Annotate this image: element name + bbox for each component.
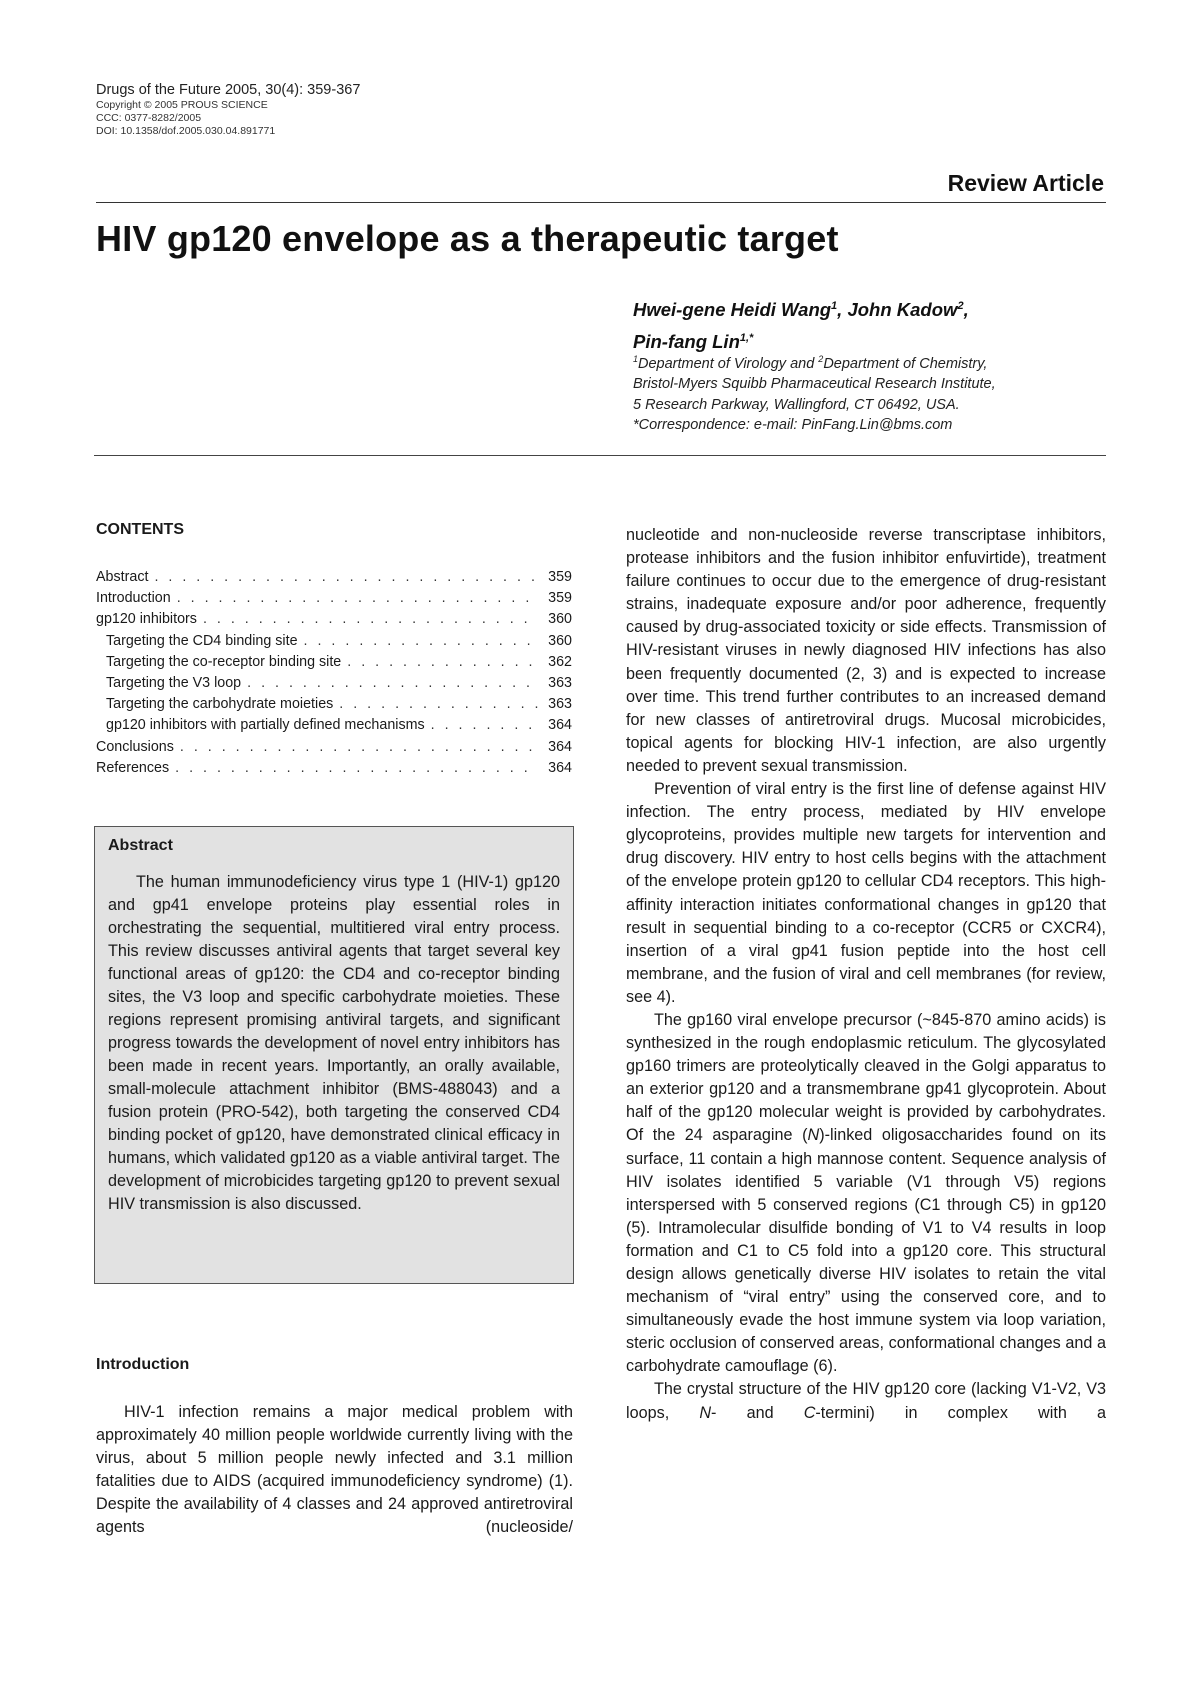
author-name: Pin-fang Lin — [633, 331, 740, 353]
abstract-box — [94, 826, 574, 1284]
affiliation-line: 5 Research Parkway, Wallingford, CT 06492, USA. — [633, 396, 960, 413]
journal-info — [96, 82, 360, 138]
toc-leader-dots — [333, 694, 538, 715]
toc-entry-page: 363 — [548, 696, 572, 713]
affiliation-text: Department of Virology and — [638, 355, 819, 372]
toc-entry-page: 364 — [548, 717, 572, 734]
author-affiliation-mark: 1 — [831, 300, 838, 312]
toc-entry — [96, 609, 572, 630]
author-list: Hwei-gene Heidi Wang$^1$, John Kadow$^2$, Pin-fang Lin$^{1,*}$ — [633, 299, 969, 353]
toc-entry-page: 364 — [548, 738, 572, 755]
toc-leader-dots — [298, 631, 538, 652]
affiliation-line: Bristol-Myers Squibb Pharmaceutical Research Institute, — [633, 376, 996, 393]
toc-entry-label: gp120 inhibitors with partially defined mechanisms — [106, 717, 425, 734]
article-title: HIV gp120 envelope as a therapeutic target — [96, 218, 839, 259]
toc-entry-label: Conclusions — [96, 738, 174, 755]
toc-entry-label: Targeting the co-receptor binding site — [106, 653, 342, 670]
text-run: The crystal structure of the HIV gp120 core (lacking V1-V2, V3 loops, — [626, 1380, 1106, 1422]
toc-entry-page: 360 — [548, 611, 572, 628]
affiliations — [633, 349, 996, 436]
italic-run: C — [803, 1403, 816, 1422]
body-paragraph — [626, 1378, 1106, 1424]
toc-entry-page: 364 — [548, 759, 572, 776]
toc-entry — [96, 715, 572, 736]
toc-entry — [96, 652, 572, 673]
header-divider — [94, 455, 1106, 456]
abstract-text: The human immunodeficiency virus type 1 (HIV-1) gp120 and gp41 envelope proteins play essential roles in orchestrating the sequential, multitiered viral entry process. This review discusses antiviral agents that target several key functional areas of gp120: the CD4 and co-receptor binding sites, the V3 loop and specific carbohydrate moieties. These regions represent promising antiviral targets, and significant progress towards the development of novel entry inhibitors has been made in recent years. Importantly, an orally available, small-molecule attachment inhibitor (BMS-488043) and a fusion protein (PRO-542), both targeting the conserved CD4 binding pocket of gp120, have demonstrated clinical efficacy in humans, which validated gp120 as a viable antiviral target. The development of microbicides targeting gp120 to prevent sexual HIV transmission is also discussed. — [108, 873, 560, 1213]
body-paragraph: Prevention of viral entry is the first line of defense against HIV infection. The entry process, mediated by HIV envelope glycoproteins, provides multiple new targets for intervention and drug discovery. HIV entry to host cells begins with the attachment of the envelope protein gp120 to cellular CD4 receptors. This high-affinity interaction initiates conformational changes in gp120 that result in sequential binding to a co-receptor (CCR5 or CXCR4), insertion of a viral gp41 fusion peptide into the host cell membrane, and the fusion of viral and cell membranes (for review, see 4). — [626, 780, 1106, 1006]
toc-leader-dots — [174, 737, 538, 758]
italic-run: N — [807, 1126, 820, 1145]
toc-entry — [96, 737, 572, 758]
affiliation-text: Department of Chemistry, — [823, 355, 988, 372]
contents-heading: CONTENTS — [96, 521, 184, 538]
affiliation-mark: 2 — [818, 354, 824, 364]
toc-entry-label: Targeting the V3 loop — [106, 675, 242, 692]
introduction-paragraph: HIV-1 infection remains a major medical problem with approximately 40 million people worldwide currently living with the virus, about 5 million people newly infected and 3.1 million fatalities due to AIDS (acquired immunodeficiency syndrome) (1). Despite the availability of 4 classes and 24 approved antiretroviral agents (nucleoside/ — [96, 1403, 573, 1536]
toc-entry — [96, 758, 572, 779]
text-run: -termini) in complex with a — [815, 1403, 1106, 1422]
toc-leader-dots — [169, 758, 538, 779]
abstract-heading: Abstract — [108, 837, 173, 854]
author-affiliation-mark: 2 — [957, 300, 964, 312]
toc-leader-dots — [341, 652, 538, 673]
toc-entry — [96, 631, 572, 652]
journal-citation: Drugs of the Future 2005, 30(4): 359-367 — [96, 82, 361, 98]
correspondence-line: *Correspondence: e-mail: PinFang.Lin@bms.com — [633, 417, 953, 434]
toc-entry-label: Introduction — [96, 590, 171, 607]
toc-entry-label: References — [96, 759, 170, 776]
author-name: Hwei-gene Heidi Wang — [633, 299, 832, 321]
copyright: Copyright © 2005 PROUS SCIENCE — [96, 99, 268, 111]
text-run: The gp160 viral envelope precursor (~845-870 amino acids) is synthesized in the rough endoplasmic reticulum. The glycosylated gp160 trimers are proteolytically cleaved in the Golgi apparatus to an exterior gp120 and a transmembrane gp41 glycoprotein. About half of the gp120 molecular weight is provided by carbohydrates. Of the 24 asparagine ( — [626, 1010, 1106, 1145]
toc-entry-page: 363 — [548, 675, 572, 692]
toc-entry-label: Targeting the carbohydrate moieties — [106, 696, 334, 713]
toc-entry-page: 359 — [548, 569, 572, 585]
toc-leader-dots — [197, 609, 538, 630]
toc-leader-dots — [425, 715, 538, 736]
author-name: John Kadow — [847, 299, 958, 321]
toc-leader-dots — [171, 588, 538, 609]
toc-entry-label: Targeting the CD4 binding site — [106, 632, 298, 649]
toc-entry — [96, 673, 572, 694]
introduction-heading: Introduction — [96, 1356, 190, 1373]
author-affiliation-mark: 1,* — [739, 332, 754, 345]
body-paragraph: nucleotide and non-nucleoside reverse transcriptase inhibitors, protease inhibitors and the fusion inhibitor enfuvirtide), treatment failure continues to occur due to the emergence of drug-resistant strains, inadequate exposure and/or poor adherence, frequently caused by drug-associated toxicity or side effects. Transmission of HIV-resistant viruses in newly diagnosed HIV infections has also been frequently documented (2, 3) and is expected to increase over time. This trend further contributes to an increased demand for new classes of antiretroviral drugs. Mucosal microbicides, topical agents for blocking HIV-1 infection, are also urgently needed to prevent sexual transmission. — [626, 526, 1106, 775]
affiliation-mark: 1 — [633, 354, 639, 364]
top-divider — [96, 202, 1106, 203]
body-paragraph — [626, 1009, 1106, 1379]
toc-entry-page: 362 — [548, 653, 572, 670]
toc-leader-dots — [241, 673, 538, 694]
right-column-body — [626, 524, 1106, 1425]
toc-leader-dots — [148, 567, 538, 588]
toc-entry-label: gp120 inhibitors — [96, 611, 197, 628]
text-run: - and — [711, 1403, 804, 1422]
table-of-contents — [96, 567, 572, 779]
toc-entry — [96, 588, 572, 609]
toc-entry-label: Abstract — [96, 569, 149, 585]
toc-entry — [96, 567, 572, 588]
text-run: )-linked oligosaccharides found on its surface, 11 contain a high mannose content. Sequence analysis of HIV isolates identified 5 variable (V1 through V5) regions interspersed with 5 conserved regions (C1 through C5) in gp120 (5). Intramolecular disulfide bonding of V1 to V4 results in loop formation and C1 to C5 fold into a gp120 core. This structural design allows genetically diverse HIV isolates to retain the vital mechanism of “viral entry” using the conserved core, and to simultaneously evade the host immune system via loop variation, steric occlusion of conserved areas, conformational changes and a carbohydrate camouflage (6). — [626, 1126, 1106, 1376]
ccc-code: CCC: 0377-8282/2005 — [96, 112, 202, 124]
doi: DOI: 10.1358/dof.2005.030.04.891771 — [96, 125, 276, 137]
italic-run: N — [699, 1403, 712, 1422]
toc-entry-page: 360 — [548, 632, 572, 649]
affiliation-line — [633, 349, 996, 374]
section-label: Review Article — [947, 170, 1104, 196]
toc-entry — [96, 694, 572, 715]
toc-entry-page: 359 — [548, 590, 572, 607]
